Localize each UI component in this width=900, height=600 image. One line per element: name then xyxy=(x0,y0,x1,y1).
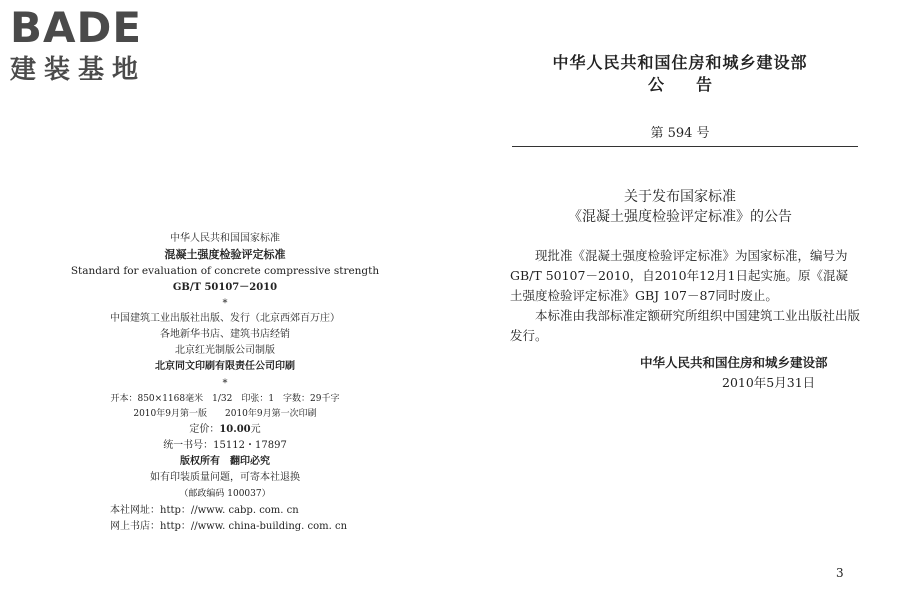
announcement-date: 2010年5月31日 xyxy=(722,375,816,390)
announcement-subject-line1: 关于发布国家标准 xyxy=(624,189,736,205)
price-label: 定价： xyxy=(189,424,220,435)
price-unit: 元 xyxy=(250,424,261,435)
colophon-star-divider: * xyxy=(222,378,228,389)
colophon-website xyxy=(110,501,299,516)
colophon-typesetter: 北京红光制版公司制版 xyxy=(175,345,275,356)
website-label: 本社网址： xyxy=(110,505,160,516)
colophon-postcode: （邮政编码 100037） xyxy=(179,489,271,499)
colophon-price xyxy=(70,423,380,437)
website-link[interactable]: http：//www. cabp. com. cn xyxy=(160,505,299,516)
page-number: 3 xyxy=(836,566,844,580)
colophon-edition: 2010年9月第一版 2010年9月第一次印刷 xyxy=(133,409,317,419)
announcement-signature: 中华人民共和国住房和城乡建设部 xyxy=(640,355,828,370)
price-value: 10.00 xyxy=(219,424,251,435)
colophon-return-notice: 如有印装质量问题，可寄本社退换 xyxy=(150,472,300,483)
announcement-subject-line2: 《混凝土强度检验评定标准》的公告 xyxy=(568,209,792,225)
logo-brand: BADE xyxy=(10,3,143,52)
colophon-standard-type: 中华人民共和国国家标准 xyxy=(170,233,280,244)
announcement-body xyxy=(510,246,860,346)
logo-subtitle: 建装基地 xyxy=(10,55,147,85)
announcement-paragraph: 现批准《混凝土强度检验评定标准》为国家标准，编号为GB/T 50107－2010，自2010年12月1日起实施。原《混凝土强度检验评定标准》GBJ 107－87同时废止。 xyxy=(510,248,848,303)
announcement-paragraph: 本标准由我部标准定额研究所组织中国建筑工业出版社出版发行。 xyxy=(510,308,861,343)
colophon-title-en: Standard for evaluation of concrete compressive strength xyxy=(70,265,380,277)
bookstore-link[interactable]: http：//www. china-building. com. cn xyxy=(160,521,348,532)
colophon-bookstore xyxy=(110,517,347,532)
bookstore-label: 网上书店： xyxy=(110,521,160,532)
announcement-ministry: 中华人民共和国住房和城乡建设部 xyxy=(552,53,808,72)
colophon-specs: 开本：850×1168毫米 1/32 印张：1 字数：29千字 xyxy=(110,394,340,404)
colophon-isbn: 统一书号：15112・17897 xyxy=(163,440,287,451)
announcement-number: 第 594 号 xyxy=(650,126,710,141)
colophon-distributor: 各地新华书店、建筑书店经销 xyxy=(160,329,290,340)
colophon-star-divider: * xyxy=(222,298,228,309)
colophon-publisher: 中国建筑工业出版社出版、发行（北京西郊百万庄） xyxy=(110,313,340,324)
colophon-code: GB/T 50107－2010 xyxy=(172,282,278,293)
colophon-copyright: 版权所有 翻印必究 xyxy=(180,456,270,467)
colophon-printer: 北京同文印刷有限责任公司印刷 xyxy=(155,361,295,372)
colophon-title-cn: 混凝土强度检验评定标准 xyxy=(164,248,286,261)
header-divider xyxy=(512,146,858,147)
announcement-heading: 公 告 xyxy=(647,75,712,94)
bade-logo xyxy=(8,3,178,85)
